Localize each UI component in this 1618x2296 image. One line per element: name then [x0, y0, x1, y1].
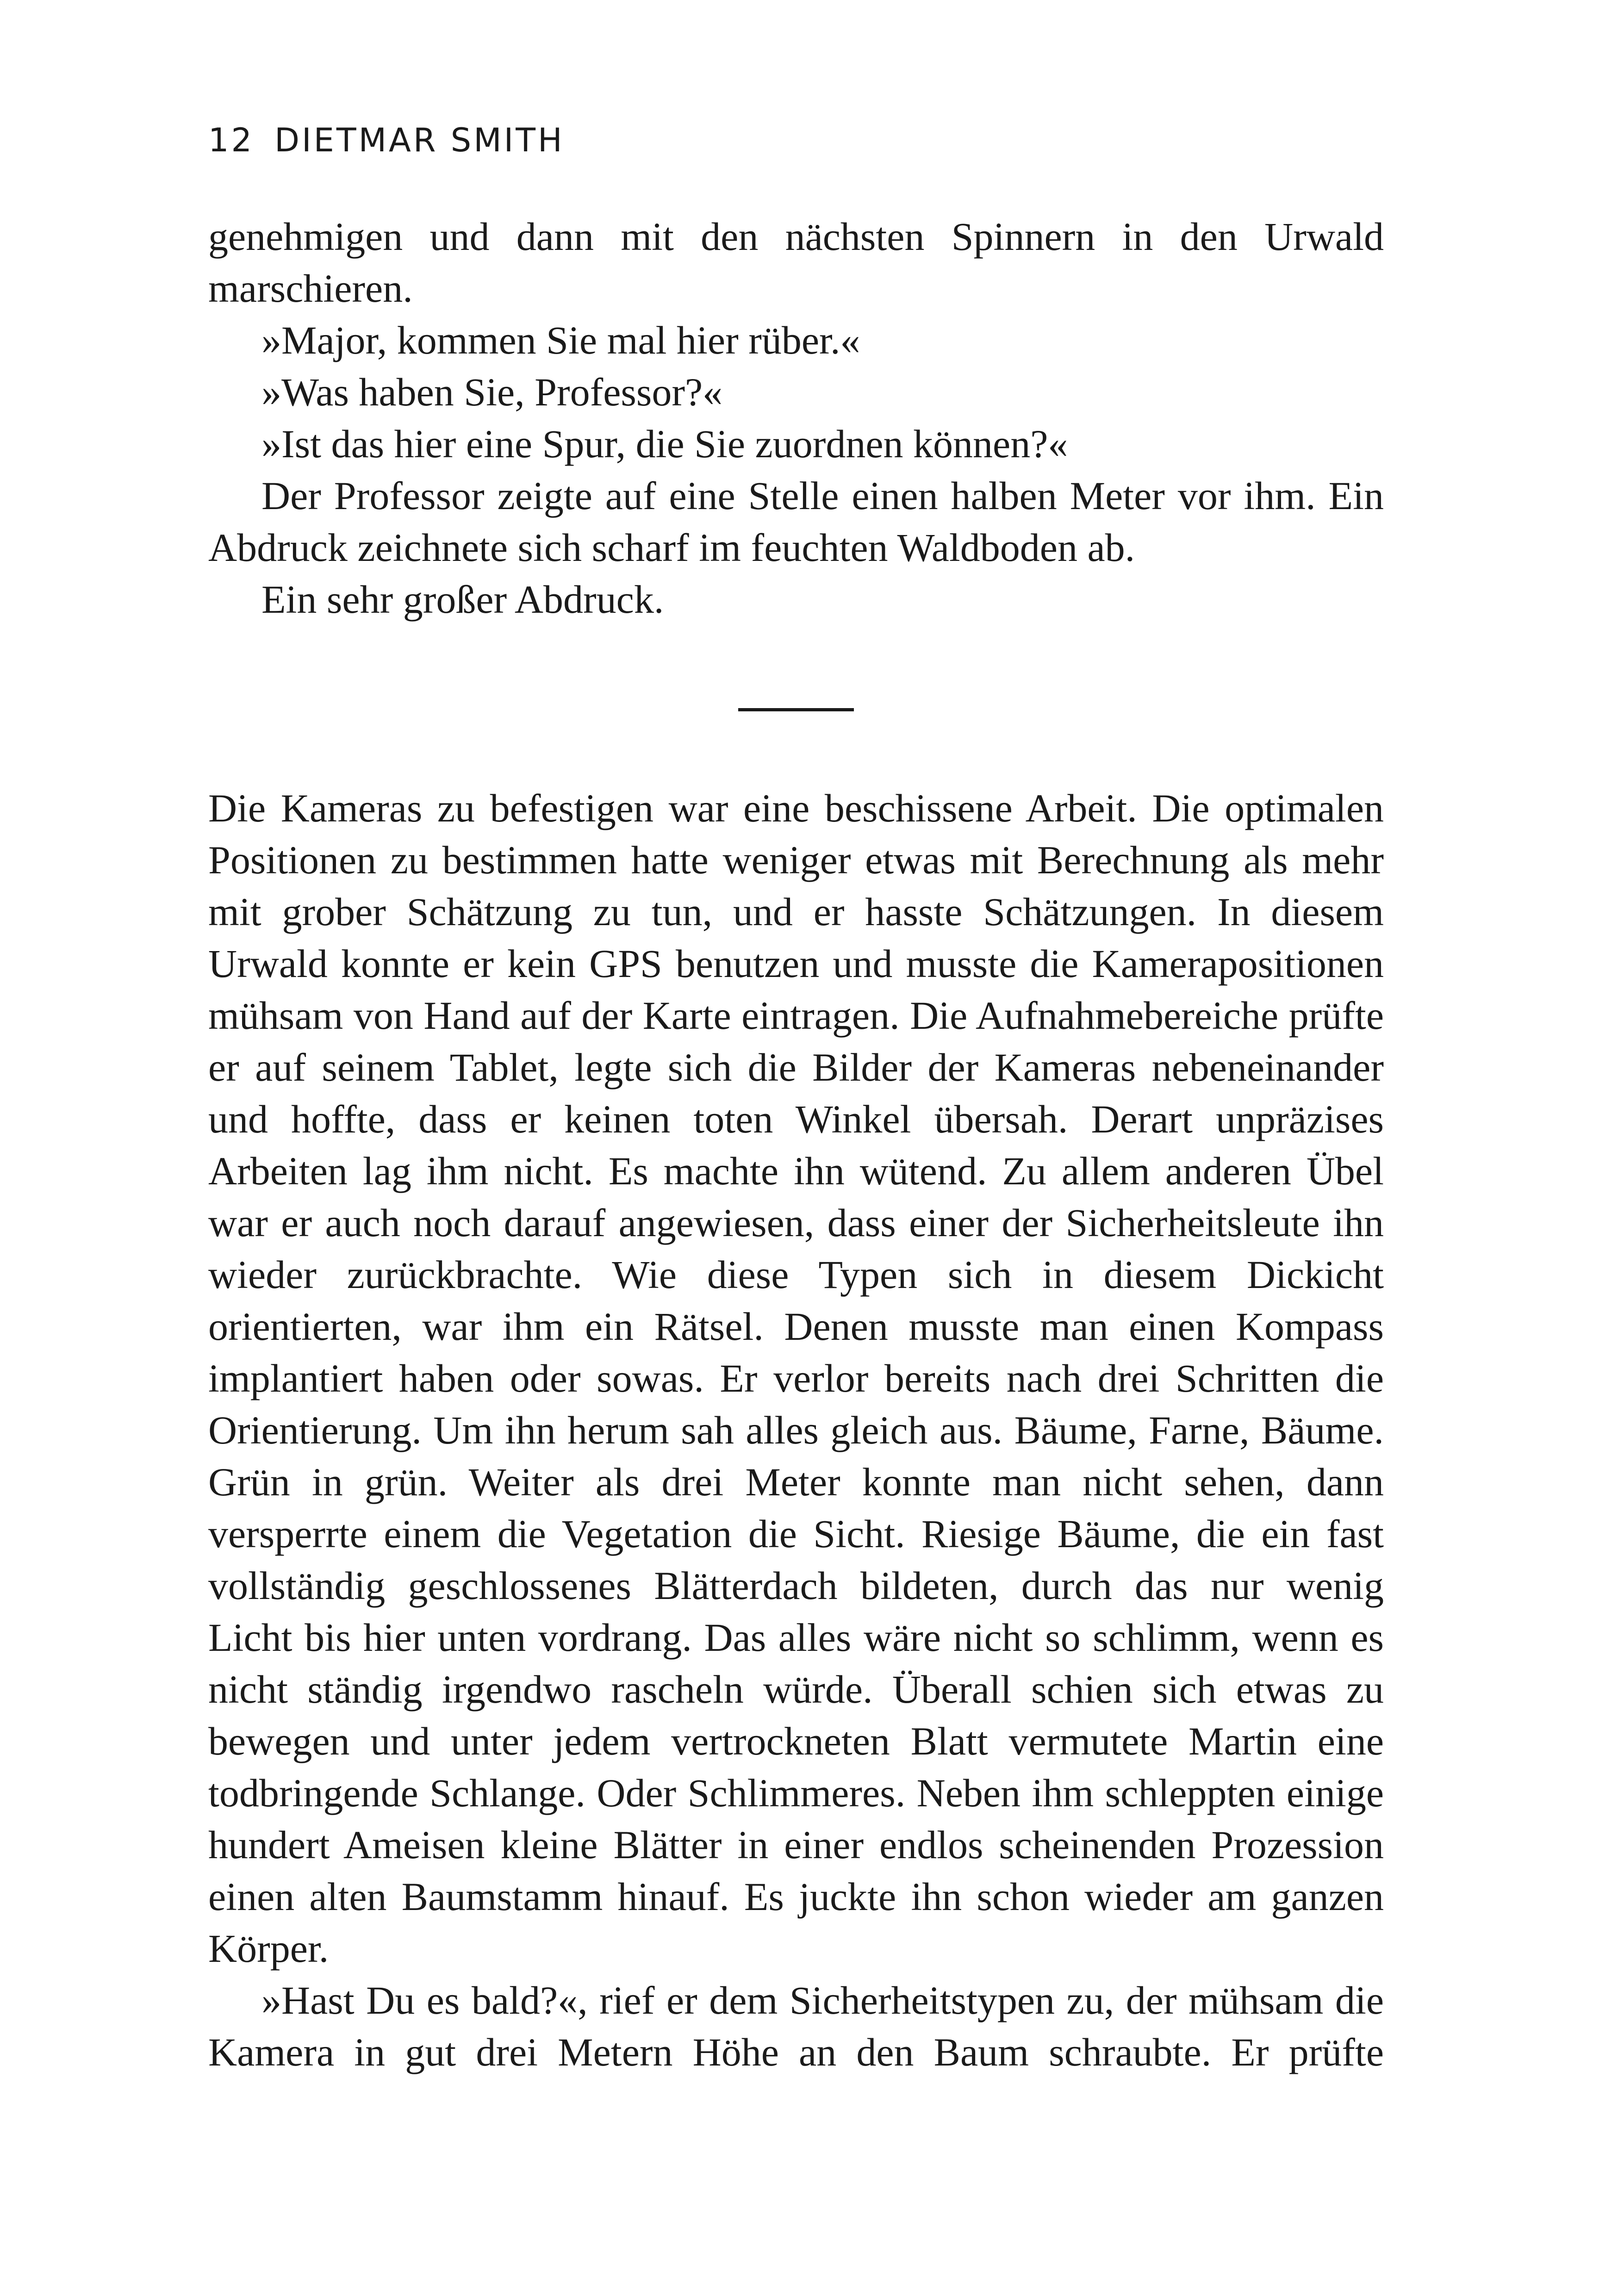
paragraph: Ein sehr großer Abdruck. [261, 577, 664, 622]
running-head [208, 121, 565, 159]
page-number: 12 [208, 121, 255, 159]
section-two-text [208, 782, 1384, 2078]
author-name: DIETMAR SMITH [274, 121, 565, 159]
paragraph: »Ist das hier eine Spur, die Sie zuordnen können?« [261, 422, 1068, 466]
paragraph: »Major, kommen Sie mal hier rüber.« [261, 318, 860, 362]
paragraph: genehmigen und dann mit den nächsten Spinnern in den Urwald marschieren. [208, 214, 1384, 311]
scene-break-divider [738, 708, 854, 711]
paragraph: Der Professor zeigte auf eine Stelle einen halben Meter vor ihm. Ein Abdruck zeichnete sich scharf im feuchten Waldboden ab. [208, 473, 1384, 570]
section-one-text [208, 211, 1384, 625]
paragraph: »Was haben Sie, Professor?« [261, 370, 723, 414]
paragraph: Die Kameras zu befestigen war eine beschissene Arbeit. Die optimalen Positionen zu bestimmen hatte weniger etwas mit Berechnung als mehr mit grober Schätzung zu tun, und er hasste Schätzungen. In diesem Urwald konnte er kein GPS benutzen und musste die Kamerapositionen mühsam von Hand auf der Karte eintragen. Die Aufnahmebereiche prüfte er auf seinem Tablet, legte sich die Bilder der Kameras nebeneinander und hoffte, dass er keinen toten Winkel übersah. Derart unpräzises Arbeiten lag ihm nicht. Es machte ihn wütend. Zu allem anderen Übel war er auch noch darauf angewiesen, dass einer der Sicherheitsleute ihn wieder zurückbrachte. Wie diese Typen sich in diesem Dickicht orientierten, war ihm ein Rätsel. Denen musste man einen Kompass implantiert haben oder sowas. Er verlor bereits nach drei Schritten die Orientierung. Um ihn herum sah alles gleich aus. Bäume, Farne, Bäume. Grün in grün. Weiter als drei Meter konnte man nicht sehen, dann versperrte einem die Vegetation die Sicht. Riesige Bäume, die ein fast vollständig geschlossenes Blätterdach bildeten, durch das nur wenig Licht bis hier unten vordrang. Das alles wäre nicht so schlimm, wenn es nicht ständig irgendwo rascheln würde. Überall schien sich etwas zu bewegen und unter jedem vertrockneten Blatt vermutete Martin eine todbringende Schlange. Oder Schlimmeres. Neben ihm schleppten einige hundert Ameisen kleine Blätter in einer endlos scheinenden Prozession einen alten Baumstamm hinauf. Es juckte ihn schon wieder am ganzen Körper. [208, 786, 1384, 1971]
paragraph: »Hast Du es bald?«, rief er dem Sicherheitstypen zu, der mühsam die Kamera in gut drei Metern Höhe an den Baum schraubte. Er prüfte [208, 1978, 1384, 2074]
